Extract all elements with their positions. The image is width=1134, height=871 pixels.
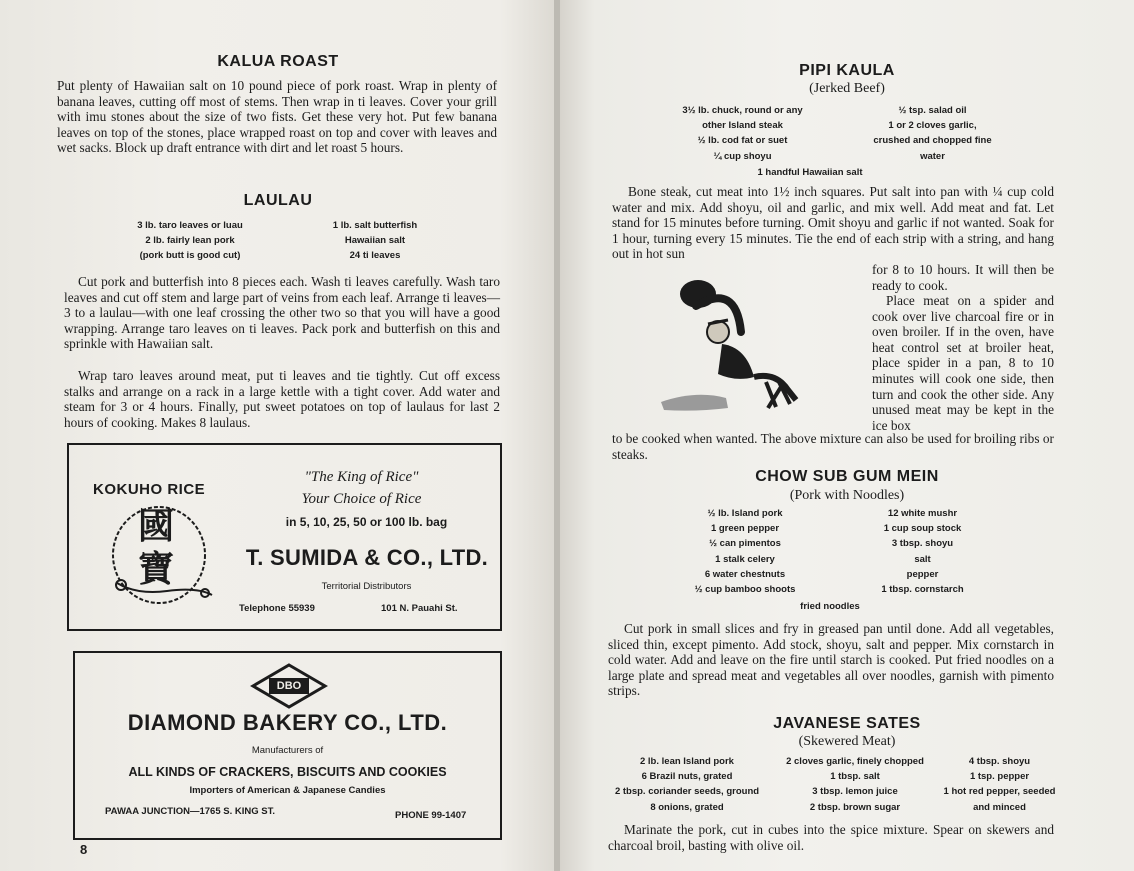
sates-ingredients-col3 xyxy=(932,754,1067,815)
ingredient: 3 lb. taro leaves or luau xyxy=(137,220,243,231)
chow-sub-gum-mein-title: CHOW SUB GUM MEIN xyxy=(755,468,939,485)
ingredient: Hawaiian salt xyxy=(344,235,406,247)
hawaiian-man-illustration-icon xyxy=(656,262,816,417)
sumida-address: 101 N. Pauahi St. xyxy=(381,603,458,614)
kalua-roast-title: KALUA ROAST xyxy=(217,53,339,70)
diamond-logo-text: DBO xyxy=(276,680,302,692)
ingredient: salt xyxy=(914,553,931,565)
ingredient: (pork butt is good cut) xyxy=(139,250,241,262)
ingredient: 2 lb. fairly lean pork xyxy=(145,235,235,247)
pipi-ingredient-salt: 1 handful Hawaiian salt xyxy=(757,167,863,178)
kokuho-emblem-icon xyxy=(107,503,217,608)
ingredient: 1 stalk celery xyxy=(715,553,775,565)
ingredient: ½ lb. Island pork xyxy=(707,508,783,519)
pipi-kaula-subtitle: (Jerked Beef) xyxy=(809,81,885,96)
ingredient: ½ lb. cod fat or suet xyxy=(697,135,788,147)
kokuho-rice-ad xyxy=(67,443,502,631)
ingredient: 4 tbsp. shoyu xyxy=(968,756,1031,767)
page-number: 8 xyxy=(80,842,88,857)
diamond-company: DIAMOND BAKERY CO., LTD. xyxy=(127,710,448,735)
ingredient: 1 green pepper xyxy=(710,523,780,535)
ingredient: 6 Brazil nuts, grated xyxy=(641,771,733,783)
chow-ingredients-right xyxy=(850,506,995,597)
pipi-kaula-text: Bone steak, cut meat into 1½ inch squares. Put salt into pan with ¼ cup cold water and mix. Add shoyu, oil and garlic, and mix well. Add meat and fat. Let stand for 15 minutes before turning. Omit shoyu and garlic if not wanted. Soak for 1 hour, turning every 15 minutes. Tie the end of each strip with a string, and hang out in hot sun xyxy=(612,184,1054,262)
ingredient: 1 hot red pepper, seeded xyxy=(943,786,1056,798)
pipi-kaula-final-text: to be cooked when wanted. The above mixture can also be used for broiling ribs or steaks. xyxy=(612,431,1054,462)
ingredient: pepper xyxy=(906,568,939,580)
pipi-kaula-side-text: for 8 to 10 hours. It will then be ready to cook. xyxy=(872,262,1054,293)
ingredient: ¼ cup shoyu xyxy=(713,150,772,162)
diamond-logo-icon xyxy=(249,663,329,709)
laulau-text-2: Wrap taro leaves around meat, put ti leaves and tie tightly. Cut off excess stalks and arrange on a rack in a large kettle with a tight cover. Add water and steam for 3 or 4 hours. Finally, put sweet potatoes on top of laulaus for last 2 hours of cooking. Makes 8 laulaus. xyxy=(64,368,500,430)
ingredient: 2 tbsp. coriander seeds, ground xyxy=(614,786,760,798)
ingredient: 12 white mushr xyxy=(887,508,958,519)
laulau-title: LAULAU xyxy=(243,192,313,209)
emblem-char-2: 寶 xyxy=(138,549,175,590)
javanese-sates-title: JAVANESE SATES xyxy=(773,715,921,732)
diamond-bakery-ad xyxy=(73,651,502,840)
ingredient: 1 or 2 cloves garlic, xyxy=(888,120,977,132)
kokuho-sizes: in 5, 10, 25, 50 or 100 lb. bag xyxy=(285,515,448,529)
javanese-sates-subtitle: (Skewered Meat) xyxy=(798,734,896,749)
laulau-ingredients-left xyxy=(110,218,270,264)
chow-ingredient-noodles: fried noodles xyxy=(800,601,860,612)
sates-ingredients-col2 xyxy=(770,754,940,815)
ingredient: 1 tsp. pepper xyxy=(969,771,1030,783)
ingredient: 1 tbsp. cornstarch xyxy=(881,584,964,596)
ingredient: ½ tsp. salad oil xyxy=(898,105,967,116)
pipi-ingredients-left xyxy=(650,103,835,164)
left-page xyxy=(0,0,556,871)
chow-sub-gum-mein-subtitle: (Pork with Noodles) xyxy=(789,488,905,503)
kokuho-tagline-2: Your Choice of Rice xyxy=(301,491,422,507)
sates-ingredients-col1 xyxy=(602,754,772,815)
ingredient: 2 lb. lean Island pork xyxy=(640,756,734,767)
ingredient: 1 lb. salt butterfish xyxy=(332,220,418,231)
ingredient: 3 tbsp. shoyu xyxy=(891,538,954,550)
ingredient: 3½ lb. chuck, round or any xyxy=(682,105,803,116)
chow-ingredients-left xyxy=(660,506,830,597)
ingredient: 1 tbsp. salt xyxy=(830,771,880,783)
diamond-address: PAWAA JUNCTION—1765 S. KING ST. xyxy=(105,806,275,817)
ingredient: 2 cloves garlic, finely chopped xyxy=(786,756,924,767)
pipi-kaula-title: PIPI KAULA xyxy=(799,62,895,79)
kalua-roast-text: Put plenty of Hawaiian salt on 10 pound piece of pork roast. Wrap in plenty of banana leaves, cutting off most of stems. Then wrap in ti leaves. Cover your grill with imu stones about the size of two fists. Get these very hot. Put few banana leaves on top of the stones, place wrapped roast on top and cover with leaves and wet sacks. Block up draft entrance with dirt and let roast 5 hours. xyxy=(57,78,497,156)
ingredient: 3 tbsp. lemon juice xyxy=(812,786,898,798)
pipi-ingredients-right xyxy=(855,103,1010,164)
diamond-products: ALL KINDS OF CRACKERS, BISCUITS AND COOKIES xyxy=(128,765,447,779)
laulau-ingredients-right xyxy=(300,218,450,264)
emblem-char-1: 國 xyxy=(138,506,175,547)
ingredient: 2 tbsp. brown sugar xyxy=(809,801,901,813)
ingredient: water xyxy=(920,150,945,162)
ingredient: 1 cup soup stock xyxy=(883,523,962,535)
diamond-role: Manufacturers of xyxy=(251,745,324,756)
chow-sub-gum-mein-text: Cut pork in small slices and fry in greased pan until done. Add all vegetables, sliced thin, except pimento. Add stock, shoyu, salt and pepper. Mix cornstarch in cold water. Add and leave on the fire until starch is cooked. Put fried noodles on a large plate and spread meat and vegetables all over noodles, garnish with pimento strips. xyxy=(608,621,1054,699)
kokuho-brand: KOKUHO RICE xyxy=(93,481,206,498)
diamond-phone: PHONE 99-1407 xyxy=(395,810,467,821)
sumida-role: Territorial Distributors xyxy=(321,581,412,592)
pipi-kaula-side-text-2: Place meat on a spider and cook over live charcoal fire or in oven broiler. If in the oven, have heat control set at broiler heat, place spider in a pan, 8 to 10 minutes will cook one side, then turn and cook the other side. Any unused meat may be kept in the ice box xyxy=(872,293,1054,433)
laulau-text-1: Cut pork and butterfish into 8 pieces each. Wash ti leaves carefully. Wash taro leaves and cut off stem and large part of veins from each leaf. Arrange ti leaves—3 to a laulau—with one leaf crossing the other two so that you will have a good wrapping. Arrange taro leaves on ti leaves. Pack pork and butterfish on this and sprinkle with Hawaiian salt. xyxy=(64,274,500,352)
ingredient: and minced xyxy=(973,801,1026,813)
ingredient: ½ cup bamboo shoots xyxy=(694,584,796,596)
right-page xyxy=(560,0,1134,871)
ingredient: 6 water chestnuts xyxy=(704,568,786,580)
ingredient: 24 ti leaves xyxy=(349,250,401,262)
sumida-company: T. SUMIDA & CO., LTD. xyxy=(245,545,489,570)
ingredient: ½ can pimentos xyxy=(709,538,781,550)
kokuho-tagline-1: "The King of Rice" xyxy=(304,469,419,485)
ingredient: 8 onions, grated xyxy=(650,801,724,813)
ingredient: other Island steak xyxy=(702,120,783,132)
javanese-sates-text: Marinate the pork, cut in cubes into the spice mixture. Spear on skewers and charcoal broil, basting with olive oil. xyxy=(608,822,1054,853)
sumida-telephone: Telephone 55939 xyxy=(239,603,315,614)
diamond-importers: Importers of American & Japanese Candies xyxy=(189,785,386,796)
ingredient: crushed and chopped fine xyxy=(873,135,992,147)
